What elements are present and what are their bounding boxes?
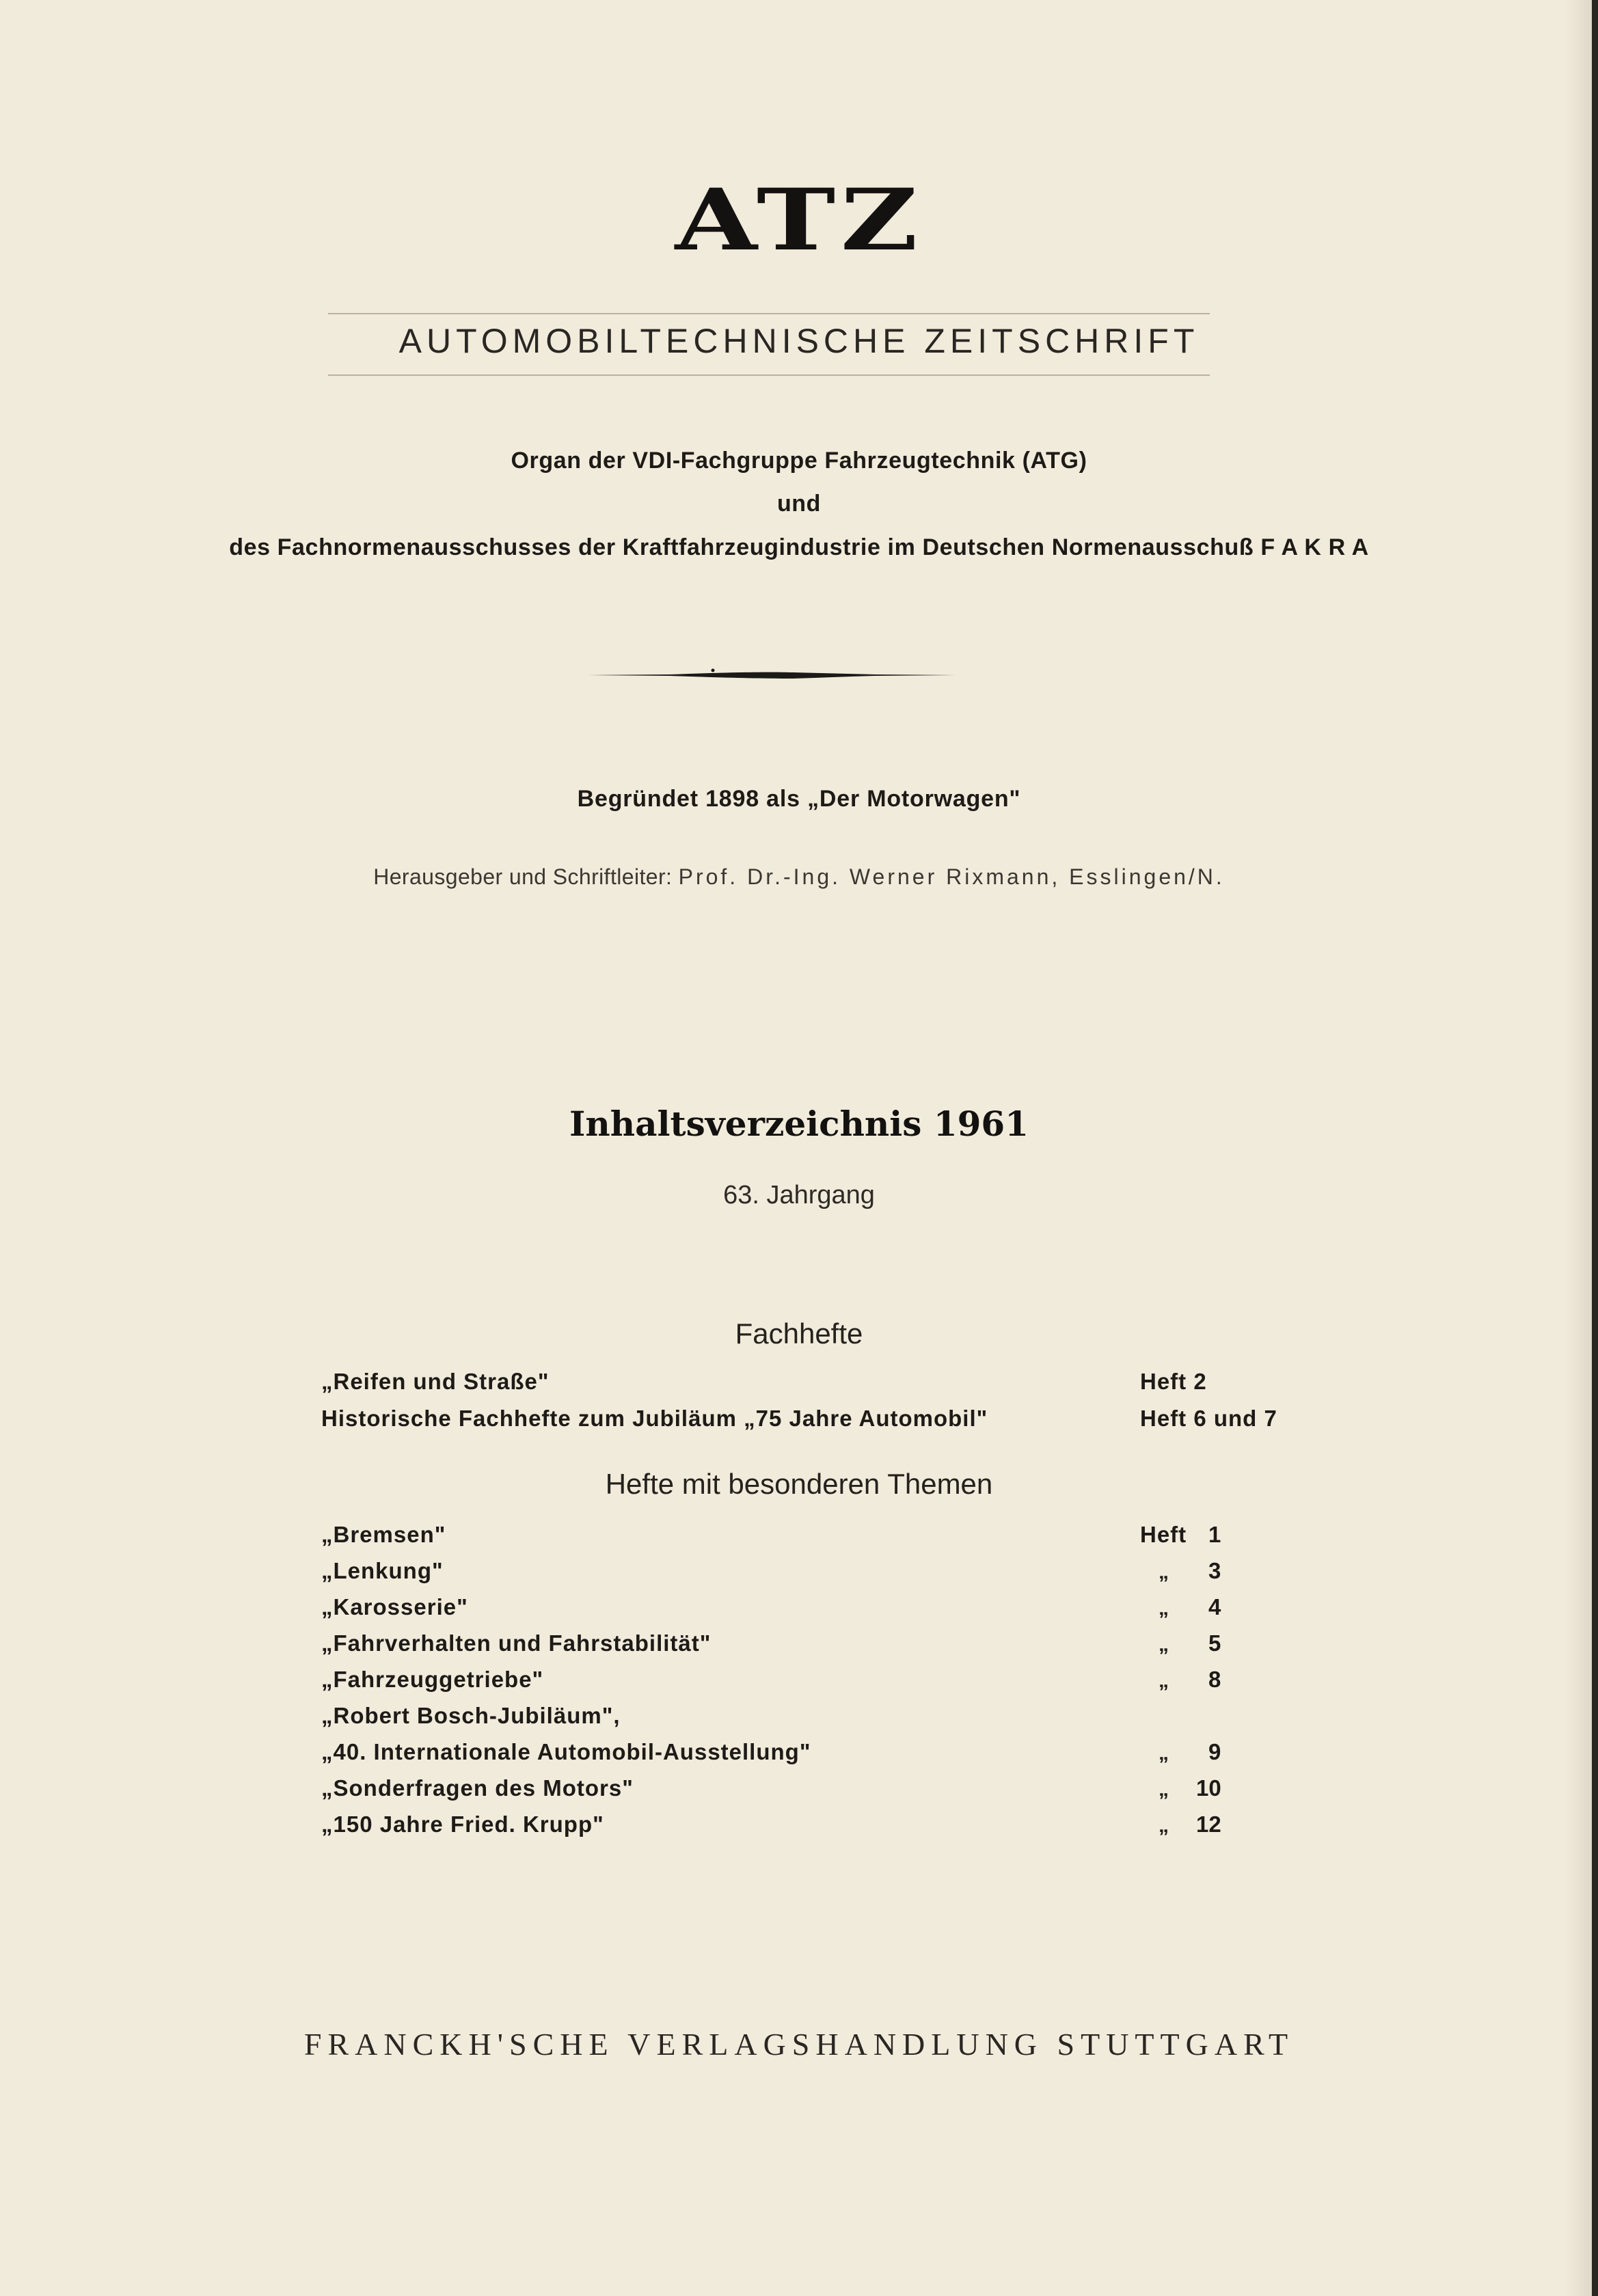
toc-entry-title: „Robert Bosch-Jubiläum", [321,1703,621,1728]
toc-entry-title: „Bremsen" [321,1522,446,1547]
organ-line-1: Organ der VDI-Fachgruppe Fahrzeugtechnik (ATG) [511,448,1087,474]
toc-entry-title: „Fahrzeuggetriebe" [321,1667,544,1692]
editor-name: Prof. Dr.-Ing. Werner Rixmann, Esslingen/N. [678,864,1225,889]
toc-entry-title: „150 Jahre Fried. Krupp" [321,1812,604,1837]
toc-entry-number: 3 [1208,1558,1221,1583]
ditto-mark: „ [1159,1597,1169,1620]
founding-note: Begründet 1898 als „Der Motorwagen" [577,786,1021,812]
subtitle-rule-top [328,313,1210,314]
section-heading-themen: Hefte mit besonderen Themen [605,1468,993,1500]
section-heading-fachhefte: Fachhefte [735,1317,863,1350]
toc-entry-number: 1 [1208,1522,1221,1547]
toc-entry-ref: Heft 6 und 7 [1140,1406,1277,1431]
volume-number: 63. Jahrgang [723,1181,875,1210]
toc-entry-number: 10 [1196,1775,1221,1801]
toc-entry-number: 12 [1196,1812,1221,1837]
toc-entry-ref: Heft 2 [1140,1369,1207,1394]
toc-title: Inhaltsverzeichnis 1961 [569,1104,1029,1144]
organ-line-3: des Fachnormenausschusses der Kraftfahrzeugindustrie im Deutschen Normenausschuß F A K R A [229,534,1369,560]
toc-entry-number: 4 [1208,1594,1221,1620]
editor-line [0,864,1598,890]
toc-entry-title: „Karosserie" [321,1594,468,1620]
toc-entry-title: „40. Internationale Automobil-Ausstellung" [321,1739,811,1764]
ditto-mark: „ [1159,1742,1169,1764]
publisher-imprint: FRANCKH'SCHE VERLAGSHANDLUNG STUTTGART [303,2027,1295,2062]
toc-entry-title: „Sonderfragen des Motors" [321,1775,634,1801]
organ-line-2: und [776,491,822,517]
toc-entry-number: 5 [1208,1630,1221,1656]
ditto-mark: „ [1159,1561,1169,1583]
toc-entry-title: „Reifen und Straße" [321,1369,550,1394]
toc-entry-number: 9 [1208,1739,1221,1764]
ditto-mark: „ [1159,1814,1169,1837]
journal-subtitle: AUTOMOBILTECHNISCHE ZEITSCHRIFT [398,322,1200,360]
toc-entry-prefix: Heft [1140,1522,1187,1547]
ditto-mark: „ [1159,1633,1169,1656]
toc-entry-title: „Lenkung" [321,1558,444,1583]
toc-entry-title: Historische Fachhefte zum Jubiläum „75 Jahre Automobil" [321,1406,988,1431]
toc-entry-title: „Fahrverhalten und Fahrstabilität" [321,1630,712,1656]
journal-logo: ATZ [675,171,923,270]
toc-entry-number: 8 [1208,1667,1221,1692]
editor-role: Herausgeber und Schriftleiter: [373,864,673,889]
ditto-mark: „ [1159,1778,1169,1801]
ornamental-divider [588,666,957,684]
ditto-mark: „ [1159,1669,1169,1692]
subtitle-rule-bottom [328,374,1210,376]
